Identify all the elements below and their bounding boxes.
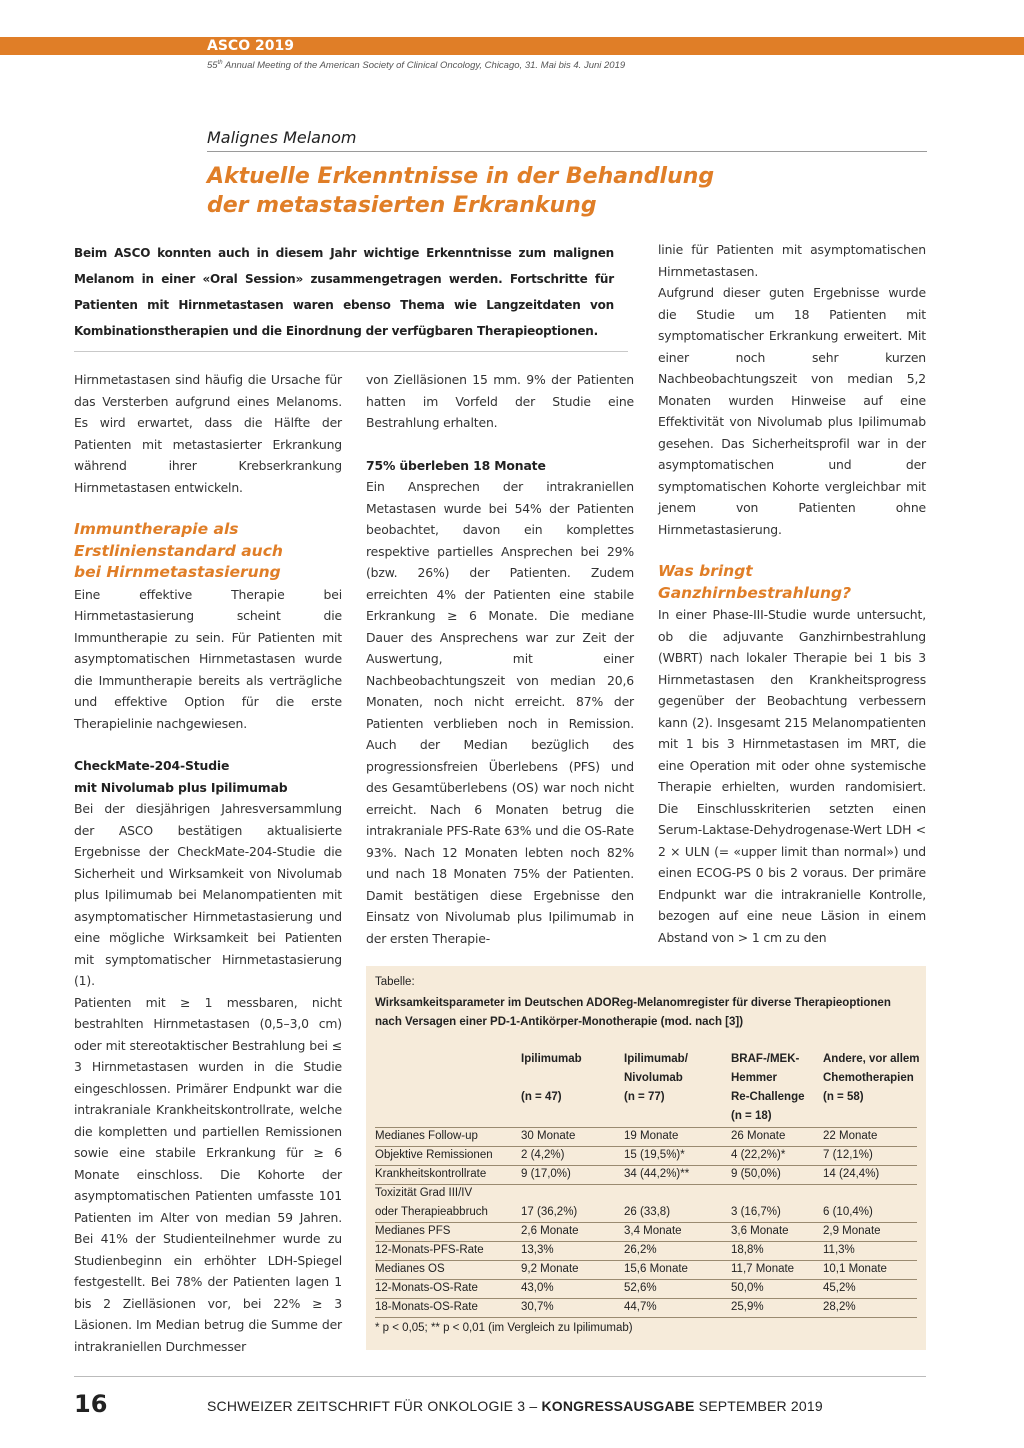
col3-paragraph-2: Aufgrund dieser guten Ergebnisse wurde die Studie um 18 Patienten mit symptomatischer Erkrankung erweitert. Mit einer noch sehr kurzen Nachbeobachtungszeit von median 5,2 Monaten wurden Hinweise auf eine Effektivität von Nivolumab plus Ipilimumab gesehen. Das Sicherheitsprofil war in der asymptomatischen und der symptomatischen Kohorte vergleichbar mit jenem von Patienten ohne Hirnmetastasierung. [658, 285, 926, 537]
article-title [207, 162, 907, 220]
heading-immuntherapie [74, 519, 342, 584]
title-line-1: Aktuelle Erkenntnisse in der Behandlung [207, 164, 715, 189]
table-cell: 11,3% [823, 1244, 855, 1256]
table-cell: 7 (12,1%) [823, 1149, 873, 1161]
table-column-header [521, 1050, 582, 1126]
column-1 [74, 369, 342, 1357]
heading-line: CheckMate-204-Studie [74, 758, 230, 773]
table-column-header [823, 1050, 920, 1126]
row-label: 18-Monats-OS-Rate [375, 1301, 478, 1313]
section-label: Malignes Melanom [207, 128, 357, 147]
table-cell: 19 Monate [624, 1130, 679, 1142]
heading-line: Ganzhirnbestrahlung? [658, 583, 852, 602]
heading-line: mit Nivolumab plus Ipilimumab [74, 779, 288, 795]
col1-paragraph-3: Bei der diesjährigen Jahresversammlung der ASCO bestätigen aktualisierte Ergebnisse der CheckMate-204-Studie die Sicherheit und Wirksamkeit von Nivolumab plus Ipilimumab bei Melanompatienten mit asymptomatischer Hirnmetastasierung und eine mögliche Wirksamkeit bei Patienten mit symptomatischer Hirnmetastasierung (1). [74, 801, 342, 988]
col2-paragraph-1: von Zielläsionen 15 mm. 9% der Patienten hatten im Vorfeld der Studie eine Bestrahlung erhalten. [366, 372, 634, 430]
table-cell: 43,0% [521, 1282, 554, 1294]
heading-line: Immuntherapie als [74, 520, 239, 538]
table-cell: 18,8% [731, 1244, 764, 1256]
heading-line: Was bringt [658, 562, 753, 580]
heading-ganzhirnbestrahlung [658, 561, 926, 604]
table-bottom-divider [375, 1317, 917, 1318]
table-cell: 13,3% [521, 1244, 554, 1256]
heading-line: bei Hirnmetastasierung [74, 563, 281, 581]
table-column-header [731, 1050, 805, 1126]
header-bar [0, 37, 1024, 55]
table-cell: 25,9% [731, 1301, 764, 1313]
column-2 [366, 369, 634, 949]
table-cell: 3,6 Monate [731, 1225, 789, 1237]
table-footnote: * p < 0,05; ** p < 0,01 (im Vergleich zu Ipilimumab) [375, 1322, 633, 1334]
table-cell: 2,9 Monate [823, 1225, 881, 1237]
meeting-description: Annual Meeting of the American Society of Clinical Oncology, Chicago, 31. Mai bis 4. Juni 2019 [222, 60, 626, 72]
heading-line: Erstlinienstandard auch [74, 541, 283, 560]
column-header-line: Chemotherapien [823, 1072, 914, 1084]
heading-75-prozent: 75% überleben 18 Monate [366, 457, 546, 473]
row-label: Krankheitskontrollrate [375, 1168, 487, 1180]
conference-name: ASCO 2019 [207, 38, 294, 54]
column-header-line [521, 1107, 582, 1126]
table-cell: 26 Monate [731, 1130, 786, 1142]
row-label: Medianes Follow-up [375, 1130, 478, 1142]
meeting-ordinal-suffix: th [217, 60, 223, 66]
table-cell: 9 (50,0%) [731, 1168, 781, 1180]
table-cell: 3 (16,7%) [731, 1206, 781, 1218]
column-header-line: Re-Challenge [731, 1091, 805, 1103]
col1-paragraph-2: Eine effektive Therapie bei Hirnmetastasierung scheint die Immuntherapie zu sein. Für Patienten mit asymptomatischen Hirnmetastasen wurde die Immuntherapie bereits als verträgliche und effektive Option für die erste Therapielinie nachgewiesen. [74, 586, 342, 731]
table-cell: 30,7% [521, 1301, 554, 1313]
column-header-line: Nivolumab [624, 1072, 683, 1084]
row-label: 12-Monats-PFS-Rate [375, 1244, 484, 1256]
column-header-line: Ipilimumab [521, 1053, 582, 1065]
column-header-line: (n = 77) [624, 1091, 665, 1103]
column-header-line: (n = 58) [823, 1091, 864, 1103]
table-cell: 10,1 Monate [823, 1263, 887, 1275]
column-header-line [823, 1107, 920, 1126]
col1-paragraph-1: Hirnmetastasen sind häufig die Ursache für das Versterben aufgrund eines Melanoms. Es wird erwartet, dass die Hälfte der Patienten mit metastasierter Erkrankung während ihrer Krebserkrankung Hirnmetastasen entwickeln. [74, 372, 342, 495]
efficacy-table [366, 966, 926, 1350]
footer-divider [74, 1376, 926, 1377]
row-label: Toxizität Grad III/IV [375, 1187, 473, 1199]
column-header-line [521, 1069, 582, 1088]
table-cell: 44,7% [624, 1301, 657, 1313]
row-label: Medianes OS [375, 1263, 445, 1275]
column-header-line [624, 1107, 688, 1126]
table-cell: 11,7 Monate [731, 1263, 795, 1275]
column-header-line: (n = 18) [731, 1110, 772, 1122]
table-cell: 26 (33,8) [624, 1206, 671, 1218]
column-header-line: (n = 47) [521, 1091, 562, 1103]
table-cell: 6 (10,4%) [823, 1206, 873, 1218]
journal-name: SCHWEIZER ZEITSCHRIFT FÜR ONKOLOGIE 3 – [207, 1398, 542, 1414]
table-cell: 2 (4,2%) [521, 1149, 565, 1161]
table-cell: 26,2% [624, 1244, 657, 1256]
table-cell: 30 Monate [521, 1130, 576, 1142]
table-cell: 2,6 Monate [521, 1225, 579, 1237]
page-number: 16 [74, 1390, 108, 1418]
heading-checkmate [74, 755, 342, 798]
table-cell: 52,6% [624, 1282, 657, 1294]
row-label: Objektive Remissionen [375, 1149, 493, 1161]
table-cell: 9 (17,0%) [521, 1168, 571, 1180]
lead-divider [74, 351, 628, 352]
table-cell: 28,2% [823, 1301, 856, 1313]
table-cell: 34 (44,2%)** [624, 1168, 690, 1180]
column-header-line: Andere, vor allem [823, 1053, 920, 1065]
journal-issue-type: KONGRESSAUSGABE [541, 1398, 695, 1414]
table-cell: 50,0% [731, 1282, 764, 1294]
col2-paragraph-2: Ein Ansprechen der intrakraniellen Metastasen wurde bei 54% der Patienten beobachtet, davon ein komplettes respektive partielles Ansprechen bei 29% (bzw. 26%) der Patienten. Zudem erreichten 4% der Patienten eine stabile Erkrankung ≥ 6 Monate. Die mediane Dauer des Ansprechens war zur Zeit der Auswertung, mit einer Nachbeobachtungszeit von median 20,6 Monaten, noch nicht erreicht. 87% der Patienten verblieben noch in Remission. Auch der Median bezüglich des progressionsfreien Überlebens (PFS) und des Gesamtüberlebens (OS) war noch nicht erreicht. Nach 6 Monaten betrug die intrakraniale PFS-Rate 63% und die OS-Rate 93%. Nach 12 Monaten lebten noch 82% und nach 18 Monaten 75% der Patienten. Damit bestätigen diese Ergebnisse den Einsatz von Nivolumab plus Ipilimumab in der ersten Therapie- [366, 479, 634, 946]
col3-paragraph-1: linie für Patienten mit asymptomatischen Hirnmetastasen. [658, 242, 926, 279]
section-divider [207, 151, 927, 152]
row-label-continuation: oder Therapieabbruch [375, 1206, 488, 1218]
table-cell: 22 Monate [823, 1130, 878, 1142]
table-cell: 4 (22,2%)* [731, 1149, 786, 1161]
column-header-line: Ipilimumab/ [624, 1053, 688, 1065]
article-lead: Beim ASCO konnten auch in diesem Jahr wichtige Erkenntnisse zum malignen Melanom in einer «Oral Session» zusammengetragen werden. Fortschritte für Patienten mit Hirnmetastasen waren ebenso Thema wie Langzeitdaten von Kombinationstherapien und die Einordnung der verfügbaren Therapieoptionen. [74, 246, 614, 338]
col3-paragraph-3: In einer Phase-III-Studie wurde untersucht, ob die adjuvante Ganzhirnbestrahlung (WBRT) nach lokaler Therapie bei 1 bis 3 Hirnmetastasen den Krankheitsprogress gegenüber der Beobachtung verbessern kann (2). Insgesamt 215 Melanompatienten mit 1 bis 3 Hirnmetastasen im MRT, die eine Operation mit oder ohne systemische Therapie erhielten, wurden randomisiert. Die Einschlusskriterien setzten einen Serum-Laktase-Dehydrogenase-Wert LDH < 2 × ULN (= «upper limit than normal») und einen ECOG-PS 0 bis 2 voraus. Der primäre Endpunkt war die intrakranielle Kontrolle, bezogen auf eine neue Läsion in einem Abstand von > 1 cm zu den [658, 607, 926, 945]
table-cell: 14 (24,4%) [823, 1168, 880, 1180]
journal-date: SEPTEMBER 2019 [694, 1398, 823, 1414]
table-caption: Wirksamkeitsparameter im Deutschen ADOReg-Melanomregister für diverse Therapieoptionen nach Versagen einer PD-1-Antikörper-Monotherapie (mod. nach [3]) [375, 997, 891, 1028]
table-cell: 15 (19,5%)* [624, 1149, 685, 1161]
table-cell: 15,6 Monate [624, 1263, 688, 1275]
title-line-2: der metastasierten Erkrankung [207, 193, 597, 218]
col1-paragraph-4: Patienten mit ≥ 1 messbaren, nicht bestrahlten Hirnmetastasen (0,5–3,0 cm) oder mit stereotaktischer Bestrahlung bei ≤ 3 Hirnmetastasen wurden in die Studie eingeschlossen. Primärer Endpunkt war die intrakraniale Krankheitskontrollrate, welche die kompletten und partiellen Remissionen sowie eine stabile Erkrankung für ≥ 6 Monate einschloss. Die Kohorte der asymptomatischen Patienten umfasste 101 Patienten im Alter von median 59 Jahren. Bei 41% der Studienteilnehmer wurde zu Studienbeginn ein erhöhter LDH-Spiegel festgestellt. Bei 78% der Patienten lagen 1 bis 2 Zielläsionen vor, bei 22% ≥ 3 Läsionen. Im Median betrug die Summe der intrakraniellen Durchmesser [74, 994, 342, 1354]
row-label: Medianes PFS [375, 1225, 451, 1237]
table-column-header [624, 1050, 688, 1126]
row-label: 12-Monats-OS-Rate [375, 1282, 478, 1294]
table-cell: 3,4 Monate [624, 1225, 682, 1237]
table-cell: 9,2 Monate [521, 1263, 579, 1275]
table-cell: 17 (36,2%) [521, 1206, 578, 1218]
table-cell: 45,2% [823, 1282, 856, 1294]
meeting-ordinal: 55 [207, 60, 218, 72]
table-label: Tabelle: [375, 976, 415, 988]
table-row [375, 1184, 917, 1222]
meeting-subtitle [207, 60, 625, 71]
column-header-line: Hemmer [731, 1072, 778, 1084]
column-header-line: BRAF-/MEK- [731, 1053, 800, 1065]
column-3 [658, 239, 926, 948]
journal-footer [207, 1398, 823, 1414]
